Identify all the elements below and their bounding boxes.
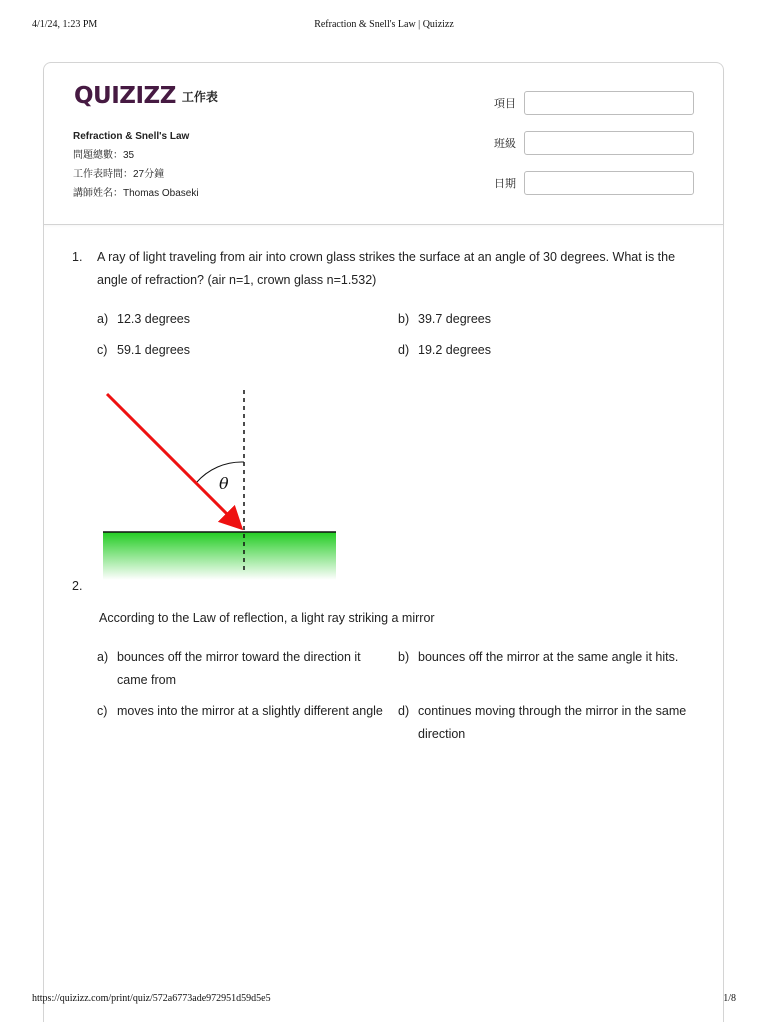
question-text: A ray of light traveling from air into crown glass strikes the surface at an angle of 30 degrees. What is the angle of refraction? (air n=1, crown glass n=1.532) (97, 250, 676, 287)
student-fields (494, 91, 694, 211)
worksheet-header (44, 63, 723, 225)
question-1-option-b[interactable] (398, 308, 688, 331)
question-number: 1. (72, 250, 83, 264)
subject-input[interactable] (524, 91, 694, 115)
field-label-class: 班級 (494, 138, 516, 150)
field-row-class (494, 131, 694, 155)
logo-wordmark: QUIZIZZ (74, 83, 176, 109)
option-text: 19.2 degrees (418, 343, 491, 357)
quiz-meta (73, 127, 199, 203)
field-row-date (494, 171, 694, 195)
light-ray-arrow (107, 394, 239, 526)
glass-surface (103, 532, 336, 580)
worksheet-time: 工作表時間：27分鐘 (73, 169, 165, 180)
question-2-option-a[interactable] (97, 646, 387, 692)
question-2-option-b[interactable] (398, 646, 688, 669)
class-input[interactable] (524, 131, 694, 155)
option-text: continues moving through the mirror in the same direction (418, 704, 687, 741)
question-text: According to the Law of reflection, a light ray striking a mirror (99, 611, 435, 625)
question-1-option-c[interactable] (97, 339, 387, 362)
option-letter: b) (398, 650, 410, 664)
option-text: 59.1 degrees (117, 343, 190, 357)
print-title: Refraction & Snell's Law | Quizizz (314, 19, 454, 30)
question-count: 問題總數：35 (73, 150, 135, 161)
question-2-option-d[interactable] (398, 700, 688, 746)
print-footer (0, 993, 768, 1013)
teacher-name: 講師姓名：Thomas Obaseki (73, 188, 199, 199)
option-letter: b) (398, 312, 410, 326)
field-row-subject (494, 91, 694, 115)
option-letter: c) (97, 704, 108, 718)
question-1-option-d[interactable] (398, 339, 688, 362)
option-letter: d) (398, 704, 410, 718)
option-letter: c) (97, 343, 108, 357)
print-url: https://quizizz.com/print/quiz/572a6773ade972951d59d5e5 (32, 993, 271, 1004)
quiz-title: Refraction & Snell's Law (73, 131, 190, 142)
date-input[interactable] (524, 171, 694, 195)
option-letter: a) (97, 312, 109, 326)
print-header (0, 0, 768, 40)
quizizz-logo (74, 83, 218, 109)
option-text: 12.3 degrees (117, 312, 190, 326)
question-2-option-c[interactable] (97, 700, 387, 723)
question-2-text-block (99, 607, 435, 630)
option-text: 39.7 degrees (418, 312, 491, 326)
option-text: bounces off the mirror at the same angle it hits. (418, 650, 679, 664)
field-label-date: 日期 (494, 178, 516, 190)
refraction-diagram (95, 385, 345, 580)
print-datetime: 4/1/24, 1:23 PM (32, 19, 98, 30)
option-letter: a) (97, 650, 109, 664)
page-number: 1/8 (723, 993, 736, 1004)
theta-label: θ (219, 474, 229, 493)
question-1-option-a[interactable] (97, 308, 387, 331)
option-text: moves into the mirror at a slightly different angle (117, 704, 383, 718)
question-number: 2. (72, 579, 83, 593)
field-label-subject: 項目 (494, 98, 516, 110)
logo-tag: 工作表 (181, 89, 218, 104)
option-text: bounces off the mirror toward the direction it came from (117, 650, 361, 687)
option-letter: d) (398, 343, 410, 357)
